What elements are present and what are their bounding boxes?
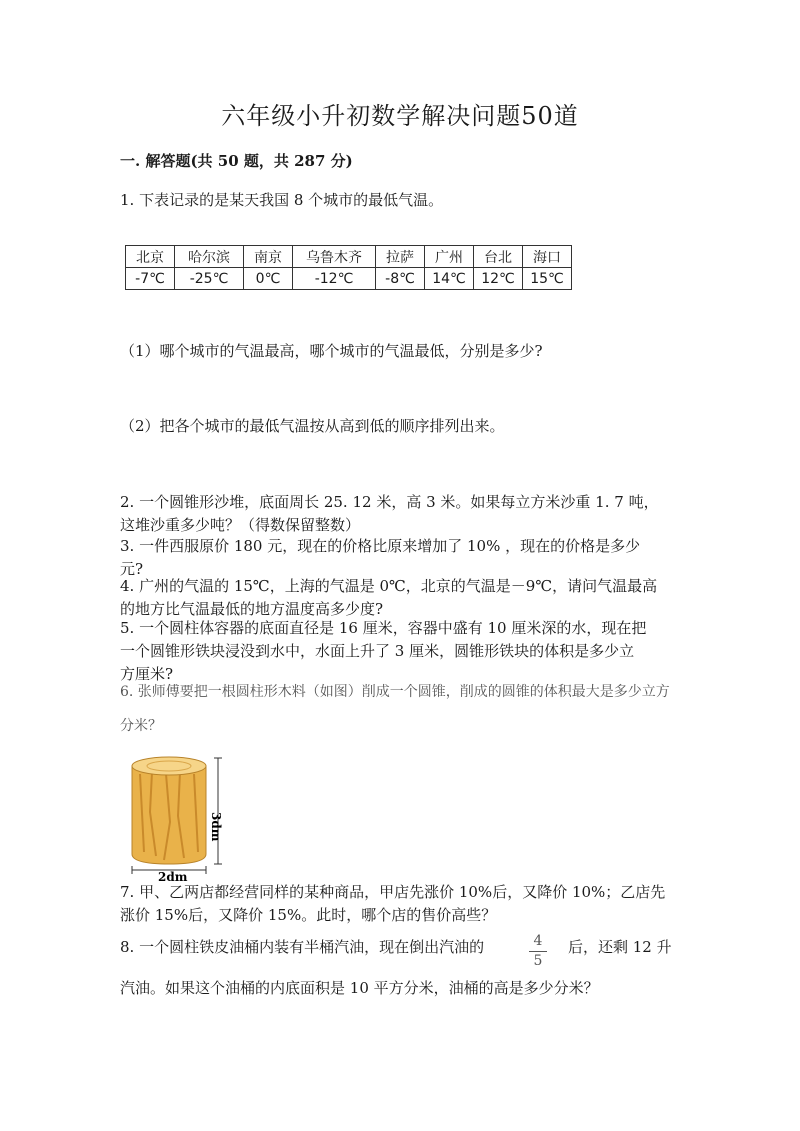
table-cell: 北京 — [126, 246, 175, 268]
question-7-line1: 7. 甲、乙两店都经营同样的某种商品，甲店先涨价 10%后，又降价 10%；乙店先 — [120, 883, 666, 901]
question-5-line3: 方厘米? — [120, 665, 174, 683]
table-cell: 台北 — [474, 246, 523, 268]
question-4 — [120, 575, 680, 621]
question-5-line1: 5. 一个圆柱体容器的底面直径是 16 厘米，容器中盛有 10 厘米深的水，现在把 — [120, 619, 647, 637]
table-cell: 乌鲁木齐 — [293, 246, 376, 268]
question-8-part2: 后，还剩 12 升 — [568, 938, 672, 956]
table-row-temps — [126, 268, 572, 290]
temperature-table — [125, 245, 572, 290]
question-4-line2: 的地方比气温最低的地方温度高多少度? — [120, 600, 384, 618]
question-6-line1: 6. 张师傅要把一根圆柱形木料（如图）削成一个圆锥，削成的圆锥的体积最大是多少立方 — [120, 684, 670, 700]
table-cell: -7℃ — [126, 268, 175, 290]
question-4-line1: 4. 广州的气温的 15℃，上海的气温是 0℃，北京的气温是－9℃，请问气温最高 — [120, 577, 658, 595]
table-cell: 0℃ — [244, 268, 293, 290]
question-7 — [120, 881, 680, 927]
cylinder-wood-illustration — [122, 752, 242, 882]
fraction-denominator: 5 — [533, 953, 543, 969]
question-3-line2: 元? — [120, 560, 144, 578]
question-1-sub2: （2）把各个城市的最低气温按从高到低的顺序排列出来。 — [120, 417, 505, 435]
question-3-line1: 3. 一件西服原价 180 元，现在的价格比原来增加了 10% ，现在的价格是多少 — [120, 537, 641, 555]
height-label: 3dm — [209, 812, 223, 842]
table-cell: 拉萨 — [376, 246, 425, 268]
fraction-numerator: 4 — [533, 933, 543, 949]
question-1-sub1: （1）哪个城市的气温最高，哪个城市的气温最低，分别是多少? — [120, 342, 543, 360]
table-cell: 广州 — [425, 246, 474, 268]
question-8-line2: 汽油。如果这个油桶的内底面积是 10 平方分米，油桶的高是多少分米？ — [120, 979, 599, 997]
table-cell: 哈尔滨 — [175, 246, 244, 268]
table-row-cities — [126, 246, 572, 268]
table-cell: -12℃ — [293, 268, 376, 290]
question-2 — [120, 491, 680, 537]
table-cell: 12℃ — [474, 268, 523, 290]
fraction-four-fifths — [527, 934, 549, 969]
page-title: 六年级小升初数学解决问题50道 — [221, 102, 579, 130]
table-cell: 15℃ — [523, 268, 572, 290]
question-5 — [120, 617, 680, 686]
table-cell: 南京 — [244, 246, 293, 268]
question-1-text: 1. 下表记录的是某天我国 8 个城市的最低气温。 — [120, 191, 444, 209]
table-cell: -8℃ — [376, 268, 425, 290]
question-5-line2: 一个圆锥形铁块浸没到水中，水面上升了 3 厘米，圆锥形铁块的体积是多少立 — [120, 642, 635, 660]
question-2-line1: 2. 一个圆锥形沙堆，底面周长 25. 12 米，高 3 米。如果每立方米沙重 1. 7 吨， — [120, 493, 659, 511]
question-7-line2: 涨价 15%后，又降价 15%。此时，哪个店的售价高些？ — [120, 906, 497, 924]
question-6-line2: 分米？ — [120, 718, 162, 734]
question-2-line2: 这堆沙重多少吨？（得数保留整数） — [120, 516, 361, 534]
table-cell: 海口 — [523, 246, 572, 268]
table-cell: 14℃ — [425, 268, 474, 290]
table-cell: -25℃ — [175, 268, 244, 290]
section-heading: 一. 解答题(共 50 题，共 287 分) — [120, 152, 353, 170]
wood-log-figure — [122, 752, 242, 882]
width-label: 2dm — [158, 870, 188, 882]
fraction-bar — [529, 951, 547, 952]
question-8-part1: 8. 一个圆柱铁皮油桶内装有半桶汽油，现在倒出汽油的 — [120, 938, 485, 956]
